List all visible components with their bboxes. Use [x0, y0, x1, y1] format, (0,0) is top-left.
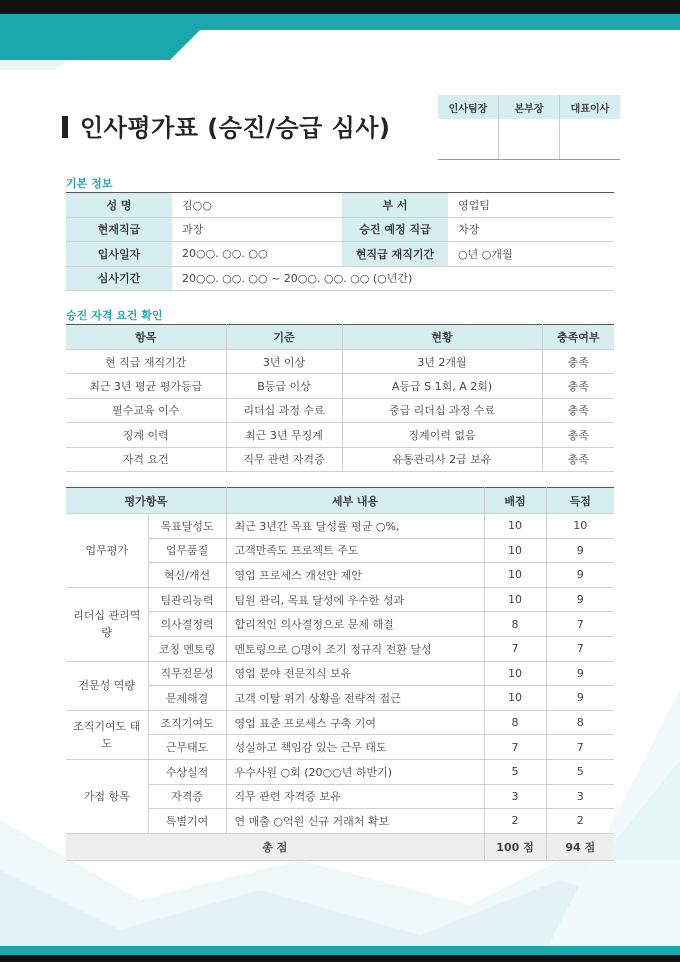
tenure-value[interactable]: ○년 ○개월 [448, 242, 614, 267]
tenure-label: 현직급 재직기간 [342, 242, 448, 267]
evaluation-subitem: 목표달성도 [148, 514, 226, 539]
evaluation-points: 10 [484, 587, 546, 612]
evaluation-score[interactable]: 9 [546, 587, 614, 612]
requirement-item: 자격 요건 [66, 447, 226, 471]
evaluation-detail: 성실하고 책임감 있는 근무 태도 [226, 735, 484, 760]
evaluation-row [66, 636, 614, 661]
evaluation-detail: 영업 프로세스 개선안 제안 [226, 563, 484, 588]
requirement-criteria: 3년 이상 [226, 350, 342, 374]
requirement-row [66, 447, 614, 471]
requirement-met[interactable]: 충족 [542, 423, 614, 447]
evaluation-header-points: 배점 [484, 488, 546, 514]
requirement-item: 필수교육 이수 [66, 398, 226, 422]
evaluation-subitem: 수상실적 [148, 759, 226, 784]
evaluation-row [66, 514, 614, 539]
review-period-label: 심사기간 [66, 266, 172, 291]
evaluation-subitem: 문제해결 [148, 686, 226, 711]
hire-date-label: 입사일자 [66, 242, 172, 267]
evaluation-detail: 직무 관련 자격증 보유 [226, 784, 484, 809]
requirement-met[interactable]: 충족 [542, 447, 614, 471]
evaluation-score[interactable]: 7 [546, 612, 614, 637]
evaluation-category: 가점 항목 [66, 759, 148, 833]
evaluation-score[interactable]: 9 [546, 686, 614, 711]
evaluation-score[interactable]: 2 [546, 809, 614, 834]
promotion-header-status: 현황 [342, 325, 542, 350]
promotion-header-met: 충족여부 [542, 325, 614, 350]
evaluation-row [66, 587, 614, 612]
total-points: 100 점 [484, 833, 546, 860]
requirement-met[interactable]: 충족 [542, 374, 614, 398]
evaluation-detail: 팀원 관리, 목표 달성에 우수한 성과 [226, 587, 484, 612]
evaluation-points: 2 [484, 809, 546, 834]
approval-sign-ceo[interactable] [560, 119, 621, 160]
evaluation-score[interactable]: 9 [546, 661, 614, 686]
current-rank-value[interactable]: 과장 [172, 217, 342, 242]
evaluation-subitem: 혁신/개선 [148, 563, 226, 588]
evaluation-category: 업무평가 [66, 514, 148, 588]
evaluation-subitem: 코칭 멘토링 [148, 636, 226, 661]
evaluation-detail: 고객 이탈 위기 상황을 전략적 접근 [226, 686, 484, 711]
approval-signature-box [438, 95, 620, 160]
dept-value[interactable]: 영업팀 [448, 193, 614, 218]
evaluation-points: 10 [484, 661, 546, 686]
requirement-row [66, 350, 614, 374]
page-title: 인사평가표 (승진/승급 심사) [80, 114, 391, 142]
approval-header-ceo: 대표이사 [560, 95, 621, 119]
review-period-value[interactable]: 20○○. ○○. ○○ ~ 20○○. ○○. ○○ (○년간) [172, 266, 614, 291]
evaluation-row [66, 759, 614, 784]
evaluation-subitem: 조직기여도 [148, 710, 226, 735]
evaluation-subitem: 업무품질 [148, 538, 226, 563]
evaluation-detail: 연 매출 ○억원 신규 거래처 확보 [226, 809, 484, 834]
requirement-status: A등급 S 1회, A 2회) [342, 374, 542, 398]
evaluation-detail: 멘토링으로 ○명이 조기 정규직 전환 달성 [226, 636, 484, 661]
evaluation-row [66, 784, 614, 809]
target-rank-value[interactable]: 차장 [448, 217, 614, 242]
evaluation-category: 전문성 역량 [66, 661, 148, 710]
evaluation-points: 10 [484, 563, 546, 588]
requirement-item: 최근 3년 평균 평가등급 [66, 374, 226, 398]
requirement-criteria: 리더십 과정 수료 [226, 398, 342, 422]
evaluation-detail: 합리적인 의사결정으로 문제 해결 [226, 612, 484, 637]
title-accent-bar [62, 116, 68, 138]
promotion-header-item: 항목 [66, 325, 226, 350]
requirement-met[interactable]: 충족 [542, 398, 614, 422]
evaluation-category: 리더십 관리역량 [66, 587, 148, 661]
evaluation-detail: 영업 분야 전문지식 보유 [226, 661, 484, 686]
evaluation-points: 8 [484, 710, 546, 735]
evaluation-score[interactable]: 8 [546, 710, 614, 735]
evaluation-table [66, 487, 614, 861]
requirement-criteria: 최근 3년 무징계 [226, 423, 342, 447]
requirement-status: 중급 리더십 과정 수료 [342, 398, 542, 422]
total-score: 94 점 [546, 833, 614, 860]
evaluation-points: 10 [484, 514, 546, 539]
evaluation-row [66, 563, 614, 588]
evaluation-row [66, 735, 614, 760]
requirement-item: 현 직급 재직기간 [66, 350, 226, 374]
evaluation-header-detail: 세부 내용 [226, 488, 484, 514]
evaluation-subitem: 의사결정력 [148, 612, 226, 637]
requirement-status: 유통관리사 2급 보유 [342, 447, 542, 471]
requirement-row [66, 423, 614, 447]
hire-date-value[interactable]: 20○○. ○○. ○○ [172, 242, 342, 267]
evaluation-detail: 고객만족도 프로젝트 주도 [226, 538, 484, 563]
basic-info-section-title: 기본 정보 [66, 177, 113, 190]
evaluation-points: 10 [484, 538, 546, 563]
evaluation-category: 조직기여도 태도 [66, 710, 148, 759]
approval-sign-team-lead[interactable] [438, 119, 499, 160]
total-label: 총 점 [66, 833, 484, 860]
evaluation-points: 3 [484, 784, 546, 809]
evaluation-score[interactable]: 3 [546, 784, 614, 809]
evaluation-subitem: 근무태도 [148, 735, 226, 760]
evaluation-score[interactable]: 10 [546, 514, 614, 539]
evaluation-score[interactable]: 7 [546, 636, 614, 661]
requirement-row [66, 398, 614, 422]
evaluation-points: 10 [484, 686, 546, 711]
evaluation-row [66, 809, 614, 834]
name-label: 성 명 [66, 193, 172, 218]
evaluation-row [66, 686, 614, 711]
evaluation-header-item: 평가항목 [66, 488, 226, 514]
dept-label: 부 서 [342, 193, 448, 218]
evaluation-row [66, 612, 614, 637]
evaluation-score[interactable]: 9 [546, 563, 614, 588]
basic-info-table [66, 192, 614, 291]
target-rank-label: 승진 예정 직급 [342, 217, 448, 242]
evaluation-points: 7 [484, 735, 546, 760]
evaluation-subitem: 자격증 [148, 784, 226, 809]
evaluation-row [66, 538, 614, 563]
current-rank-label: 현재직급 [66, 217, 172, 242]
promotion-section-title: 승진 자격 요건 확인 [66, 309, 163, 322]
promotion-header-criteria: 기준 [226, 325, 342, 350]
total-row [66, 833, 614, 860]
evaluation-score[interactable]: 7 [546, 735, 614, 760]
requirement-item: 징계 이력 [66, 423, 226, 447]
evaluation-detail: 우수사원 ○회 (20○○년 하반기) [226, 759, 484, 784]
evaluation-row [66, 710, 614, 735]
name-value[interactable]: 김○○ [172, 193, 342, 218]
evaluation-subitem: 팀관리능력 [148, 587, 226, 612]
approval-header-team-lead: 인사팀장 [438, 95, 499, 119]
approval-header-division-head: 본부장 [499, 95, 560, 119]
approval-sign-division-head[interactable] [499, 119, 560, 160]
evaluation-detail: 최근 3년간 목표 달성률 평균 ○%, [226, 514, 484, 539]
evaluation-detail: 영업 표준 프로세스 구축 기여 [226, 710, 484, 735]
evaluation-score[interactable]: 9 [546, 538, 614, 563]
evaluation-points: 5 [484, 759, 546, 784]
evaluation-row [66, 661, 614, 686]
evaluation-score[interactable]: 5 [546, 759, 614, 784]
requirement-status: 징계이력 없음 [342, 423, 542, 447]
evaluation-subitem: 특별기여 [148, 809, 226, 834]
evaluation-header-score: 득점 [546, 488, 614, 514]
promotion-requirements-table [66, 324, 614, 472]
requirement-criteria: 직무 관련 자격증 [226, 447, 342, 471]
requirement-met[interactable]: 충족 [542, 350, 614, 374]
evaluation-points: 7 [484, 636, 546, 661]
requirement-criteria: B등급 이상 [226, 374, 342, 398]
evaluation-points: 8 [484, 612, 546, 637]
evaluation-subitem: 직무전문성 [148, 661, 226, 686]
requirement-status: 3년 2개월 [342, 350, 542, 374]
requirement-row [66, 374, 614, 398]
